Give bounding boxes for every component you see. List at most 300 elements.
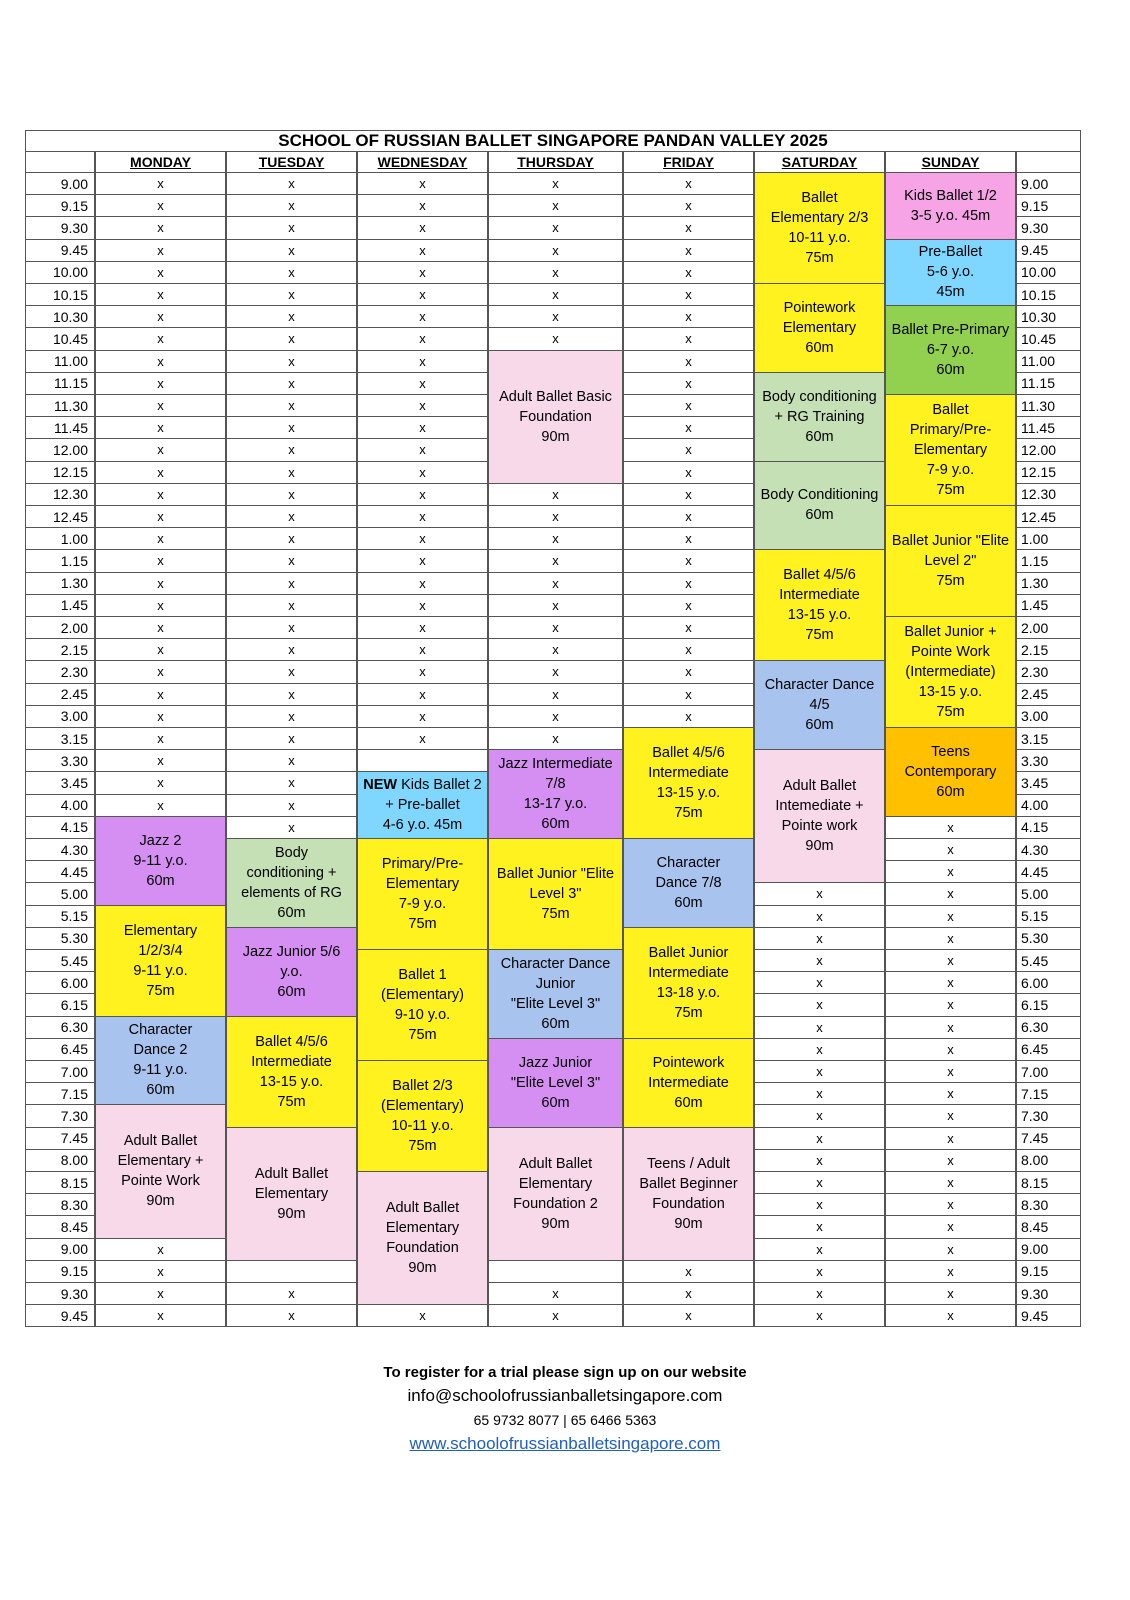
time-label-right: 2.15 [1016,638,1081,661]
class-text [513,1154,598,1234]
class-block[interactable] [885,172,1016,240]
time-label-right: 5.00 [1016,882,1081,905]
unavailable-mark: x [488,683,623,706]
unavailable-mark: x [357,549,488,572]
unavailable-mark: x [488,727,623,750]
unavailable-mark: x [623,239,754,262]
unavailable-mark: x [357,172,488,195]
unavailable-mark: x [885,1149,1016,1172]
unavailable-mark: x [623,505,754,528]
time-label-left: 8.30 [25,1193,95,1216]
time-label-left: 9.15 [25,1260,95,1283]
class-text [779,565,860,645]
class-description: Kids Ballet 2 + Pre-ballet 4-6 y.o. 45m [382,777,482,834]
unavailable-mark: x [488,660,623,683]
time-label-right: 7.15 [1016,1082,1081,1105]
class-block[interactable] [623,838,754,928]
class-description: Ballet 2/3 (Elementary) 10-11 y.o. 75m [381,1078,464,1154]
class-text [511,1053,600,1113]
class-description: Ballet Junior "Elite Level 2" 75m [891,533,1010,589]
time-label-left: 9.30 [25,1282,95,1305]
unavailable-mark: x [488,194,623,217]
unavailable-mark: x [488,616,623,639]
class-block[interactable] [623,1127,754,1261]
unavailable-mark: x [885,1082,1016,1105]
unavailable-mark: x [623,683,754,706]
class-description: Ballet Primary/Pre- Elementary 7-9 y.o. 75m [909,402,992,498]
time-label-left: 7.45 [25,1127,95,1150]
time-label-left: 10.00 [25,261,95,284]
unavailable-mark: x [95,327,226,350]
unavailable-mark: x [885,1060,1016,1083]
unavailable-mark: x [226,660,357,683]
unavailable-mark: x [226,616,357,639]
time-label-left: 1.45 [25,594,95,617]
unavailable-mark: x [623,483,754,506]
time-label-right: 7.30 [1016,1104,1081,1127]
unavailable-mark: x [885,905,1016,928]
time-label-right: 12.45 [1016,505,1081,528]
time-label-left: 7.30 [25,1104,95,1127]
unavailable-mark: x [623,372,754,395]
unavailable-mark: x [623,549,754,572]
class-description: Adult Ballet Elementary + Pointe Work 90m [117,1133,204,1210]
unavailable-mark: x [226,394,357,417]
class-description: Pointework Intermediate 60m [648,1054,729,1111]
class-text [129,1020,193,1100]
unavailable-mark: x [357,638,488,661]
unavailable-mark: x [95,771,226,794]
time-label-right: 12.15 [1016,461,1081,484]
time-label-left: 4.45 [25,860,95,883]
unavailable-mark: x [357,394,488,417]
unavailable-mark: x [488,305,623,328]
unavailable-mark: x [226,372,357,395]
unavailable-mark: x [885,927,1016,950]
time-label-right: 6.30 [1016,1016,1081,1039]
time-label-left: 1.15 [25,549,95,572]
class-block[interactable] [226,1016,357,1128]
unavailable-mark: x [754,1282,885,1305]
time-label-left: 6.30 [25,1016,95,1039]
time-label-right: 1.00 [1016,527,1081,550]
unavailable-mark: x [226,816,357,839]
unavailable-mark: x [95,283,226,306]
unavailable-mark: x [357,727,488,750]
unavailable-mark: x [95,261,226,284]
class-description: Body Conditioning 60m [760,487,879,524]
class-block[interactable] [885,305,1016,395]
unavailable-mark: x [885,1193,1016,1216]
time-label-right: 3.00 [1016,705,1081,728]
time-label-left: 3.15 [25,727,95,750]
time-label-right: 11.30 [1016,394,1081,417]
unavailable-mark: x [623,638,754,661]
unavailable-mark: x [623,461,754,484]
time-label-right: 2.30 [1016,660,1081,683]
class-block[interactable] [226,1127,357,1261]
time-label-right: 3.30 [1016,749,1081,772]
unavailable-mark: x [357,705,488,728]
time-label-right: 5.45 [1016,949,1081,972]
class-block[interactable] [95,1104,226,1238]
time-label-left: 9.45 [25,1304,95,1327]
time-label-right: 10.00 [1016,261,1081,284]
time-label-left: 8.45 [25,1215,95,1238]
unavailable-mark: x [623,1304,754,1327]
class-text [118,1131,204,1211]
unavailable-mark: x [226,438,357,461]
unavailable-mark: x [357,527,488,550]
unavailable-mark: x [885,1171,1016,1194]
time-label-left: 9.00 [25,1238,95,1261]
class-block[interactable] [885,727,1016,817]
time-label-right: 8.45 [1016,1215,1081,1238]
unavailable-mark: x [95,1282,226,1305]
unavailable-mark: x [226,572,357,595]
unavailable-mark: x [488,705,623,728]
unavailable-mark: x [885,1038,1016,1061]
unavailable-mark: x [226,594,357,617]
class-block[interactable] [754,283,885,373]
unavailable-mark: x [95,461,226,484]
time-label-right: 4.45 [1016,860,1081,883]
time-label-right: 9.00 [1016,1238,1081,1261]
time-label-left: 8.00 [25,1149,95,1172]
class-block[interactable] [623,1038,754,1128]
class-block[interactable] [488,1038,623,1128]
time-label-right: 4.00 [1016,794,1081,817]
unavailable-mark: x [623,350,754,373]
unavailable-mark: x [357,461,488,484]
time-label-left: 2.45 [25,683,95,706]
time-label-right: 4.30 [1016,838,1081,861]
unavailable-mark: x [95,372,226,395]
class-description: Kids Ballet 1/2 3-5 y.o. 45m [904,187,997,224]
time-label-right: 6.15 [1016,993,1081,1016]
unavailable-mark: x [754,1238,885,1261]
unavailable-mark: x [488,594,623,617]
time-label-left: 11.15 [25,372,95,395]
unavailable-mark: x [885,1127,1016,1150]
unavailable-mark: x [95,572,226,595]
unavailable-mark: x [623,527,754,550]
time-label-right: 2.00 [1016,616,1081,639]
class-block[interactable] [488,1127,623,1261]
unavailable-mark: x [754,1082,885,1105]
unavailable-mark: x [488,483,623,506]
class-description: Jazz Intermediate 7/8 13-17 y.o. 60m [498,756,613,833]
time-label-left: 6.15 [25,993,95,1016]
class-text [382,854,463,934]
class-text [381,1076,464,1156]
class-text [762,387,876,447]
time-label-left: 11.00 [25,350,95,373]
unavailable-mark: x [357,1304,488,1327]
unavailable-mark: x [226,527,357,550]
unavailable-mark: x [357,261,488,284]
unavailable-mark: x [226,505,357,528]
class-block[interactable] [95,1016,226,1106]
unavailable-mark: x [488,261,623,284]
class-block[interactable] [623,727,754,839]
class-description: Ballet Elementary 2/3 10-11 y.o. 75m [770,190,869,266]
class-description: Body conditioning + RG Training 60m [762,388,877,445]
class-block[interactable] [488,350,623,484]
time-label-right: 8.00 [1016,1149,1081,1172]
class-text [497,864,614,924]
class-text [639,1154,737,1234]
unavailable-mark: x [488,572,623,595]
unavailable-mark: x [885,971,1016,994]
unavailable-mark: x [885,882,1016,905]
unavailable-mark: x [623,416,754,439]
time-label-right: 2.45 [1016,683,1081,706]
unavailable-mark: x [226,683,357,706]
unavailable-mark: x [754,1171,885,1194]
class-description: Ballet 4/5/6 Intermediate 13-15 y.o. 75m [648,745,729,821]
time-label-left: 11.45 [25,416,95,439]
class-block[interactable] [357,838,488,950]
unavailable-mark: x [754,1215,885,1238]
unavailable-mark: x [226,283,357,306]
unavailable-mark: x [754,971,885,994]
class-block[interactable] [488,949,623,1039]
time-label-left: 5.15 [25,905,95,928]
unavailable-mark: x [754,1193,885,1216]
class-description: Adult Ballet Intemediate + Pointe work 90m [775,778,864,855]
unavailable-mark: x [885,838,1016,861]
unavailable-mark: x [488,1282,623,1305]
class-block[interactable] [885,616,1016,728]
class-description: Pre-Ballet 5-6 y.o. 45m [918,244,983,301]
unavailable-mark: x [226,350,357,373]
unavailable-mark: x [226,239,357,262]
class-block[interactable] [885,394,1016,506]
class-block[interactable] [754,461,885,551]
class-text [892,320,1010,380]
class-text [255,1164,328,1224]
unavailable-mark: x [226,1282,357,1305]
unavailable-mark: x [623,283,754,306]
time-label-right: 9.00 [1016,172,1081,195]
unavailable-mark: x [488,505,623,528]
class-text [771,188,869,268]
unavailable-mark: x [623,616,754,639]
class-text [919,242,983,302]
time-label-left: 5.45 [25,949,95,972]
time-label-left: 7.15 [25,1082,95,1105]
unavailable-mark: x [357,483,488,506]
unavailable-mark: x [226,549,357,572]
unavailable-mark: x [95,527,226,550]
time-label-right: 5.30 [1016,927,1081,950]
time-label-right: 1.45 [1016,594,1081,617]
unavailable-mark: x [357,683,488,706]
class-description: Elementary 1/2/3/4 9-11 y.o. 75m [123,922,198,999]
class-block[interactable] [754,749,885,883]
unavailable-mark: x [95,394,226,417]
class-block[interactable] [754,172,885,284]
unavailable-mark: x [754,882,885,905]
time-label-left: 10.45 [25,327,95,350]
unavailable-mark: x [95,194,226,217]
class-block[interactable] [357,1171,488,1305]
unavailable-mark: x [95,216,226,239]
class-description: Adult Ballet Elementary 90m [254,1165,329,1222]
class-description: Ballet Junior "Elite Level 3" 75m [496,866,615,922]
time-label-right: 11.15 [1016,372,1081,395]
class-block[interactable] [885,239,1016,307]
unavailable-mark: x [488,527,623,550]
unavailable-mark: x [885,1260,1016,1283]
time-label-right: 5.15 [1016,905,1081,928]
unavailable-mark: x [754,927,885,950]
time-label-right: 7.45 [1016,1127,1081,1150]
unavailable-mark: x [226,216,357,239]
unavailable-mark: x [754,1149,885,1172]
class-description: Ballet Junior Intermediate 13-18 y.o. 75m [648,944,729,1021]
unavailable-mark: x [885,1282,1016,1305]
time-label-left: 3.00 [25,705,95,728]
class-description: Jazz Junior 5/6 y.o. 60m [242,943,341,1000]
class-description: Adult Ballet Elementary Foundation 2 90m [513,1155,598,1232]
class-text [904,622,996,722]
class-block[interactable] [357,949,488,1061]
day-header-saturday: SATURDAY [754,151,885,173]
time-label-left: 8.15 [25,1171,95,1194]
time-label-right: 12.30 [1016,483,1081,506]
class-description: Character Dance 2 9-11 y.o. 60m [128,1022,193,1099]
time-label-left: 7.00 [25,1060,95,1083]
unavailable-mark: x [226,305,357,328]
timetable [25,130,1107,1360]
unavailable-mark: x [226,727,357,750]
class-block[interactable] [488,838,623,950]
time-label-right: 9.15 [1016,1260,1081,1283]
class-description: Pointework Elementary 60m [782,299,857,356]
time-label-left: 5.30 [25,927,95,950]
time-label-right: 11.00 [1016,350,1081,373]
class-block[interactable] [357,771,488,839]
time-label-right: 6.00 [1016,971,1081,994]
contact-phone: 65 9732 8077 | 65 6466 5363 [473,1412,657,1428]
class-text [904,186,997,226]
time-label-left: 12.30 [25,483,95,506]
unavailable-mark: x [623,660,754,683]
class-text [499,387,612,447]
class-text [775,776,863,856]
class-text [363,775,481,835]
unavailable-mark: x [357,305,488,328]
class-block[interactable] [488,749,623,839]
unavailable-mark: x [95,683,226,706]
unavailable-mark: x [488,216,623,239]
time-label-left: 2.30 [25,660,95,683]
class-block[interactable] [357,1060,488,1172]
unavailable-mark: x [226,1304,357,1327]
class-description: Primary/Pre- Elementary 7-9 y.o. 75m [381,856,464,932]
day-header-friday: FRIDAY [623,151,754,173]
unavailable-mark: x [357,572,488,595]
time-label-left: 2.15 [25,638,95,661]
time-label-left: 3.45 [25,771,95,794]
class-description: Ballet 4/5/6 Intermediate 13-15 y.o. 75m [779,567,860,644]
unavailable-mark: x [357,194,488,217]
class-block[interactable] [754,660,885,750]
time-label-right: 8.15 [1016,1171,1081,1194]
unavailable-mark: x [95,660,226,683]
time-label-left: 5.00 [25,882,95,905]
unavailable-mark: x [885,1016,1016,1039]
unavailable-mark: x [95,483,226,506]
time-label-right: 10.45 [1016,327,1081,350]
header-corner-right [1016,151,1081,173]
unavailable-mark: x [95,705,226,728]
class-block[interactable] [885,505,1016,617]
class-description: Ballet Pre-Primary 6-7 y.o. 60m [891,322,1010,379]
unavailable-mark: x [488,549,623,572]
website-link-wrap [0,1434,1130,1454]
contact-email[interactable]: info@schoolofrussianballetsingapore.com [407,1386,723,1405]
website-link[interactable]: www.schoolofrussianballetsingapore.com [409,1434,721,1453]
unavailable-mark: x [95,1304,226,1327]
unavailable-mark: x [357,616,488,639]
class-block[interactable] [623,927,754,1039]
time-label-left: 12.45 [25,505,95,528]
class-block[interactable] [226,838,357,928]
class-text [381,965,464,1045]
unavailable-mark: x [885,1238,1016,1261]
unavailable-mark: x [885,993,1016,1016]
class-description: Jazz Junior "Elite Level 3" 60m [510,1054,601,1111]
unavailable-mark: x [95,438,226,461]
class-description: Adult Ballet Basic Foundation 90m [499,388,612,445]
unavailable-mark: x [226,461,357,484]
unavailable-mark: x [754,993,885,1016]
class-description: Character Dance Junior "Elite Level 3" 60m [500,955,611,1032]
unavailable-mark: x [95,350,226,373]
unavailable-mark: x [754,1038,885,1061]
class-text [386,1198,459,1278]
time-label-right: 6.45 [1016,1038,1081,1061]
class-block[interactable] [95,816,226,906]
time-label-left: 9.30 [25,216,95,239]
class-block[interactable] [754,372,885,462]
unavailable-mark: x [488,1304,623,1327]
time-label-left: 2.00 [25,616,95,639]
unavailable-mark: x [488,283,623,306]
unavailable-mark: x [226,483,357,506]
unavailable-mark: x [226,638,357,661]
unavailable-mark: x [885,1304,1016,1327]
class-block[interactable] [226,927,357,1017]
time-label-left: 10.30 [25,305,95,328]
class-text [251,1032,332,1112]
class-block[interactable] [95,905,226,1017]
new-badge: NEW [363,777,402,794]
time-label-left: 9.00 [25,172,95,195]
class-block[interactable] [754,549,885,661]
class-description: Adult Ballet Elementary Foundation 90m [385,1200,460,1277]
empty-cell [226,1260,357,1283]
unavailable-mark: x [885,1215,1016,1238]
time-label-right: 9.45 [1016,1304,1081,1327]
unavailable-mark: x [623,705,754,728]
class-description: Ballet 4/5/6 Intermediate 13-15 y.o. 75m [251,1033,332,1110]
class-text [905,742,997,802]
day-header-monday: MONDAY [95,151,226,173]
